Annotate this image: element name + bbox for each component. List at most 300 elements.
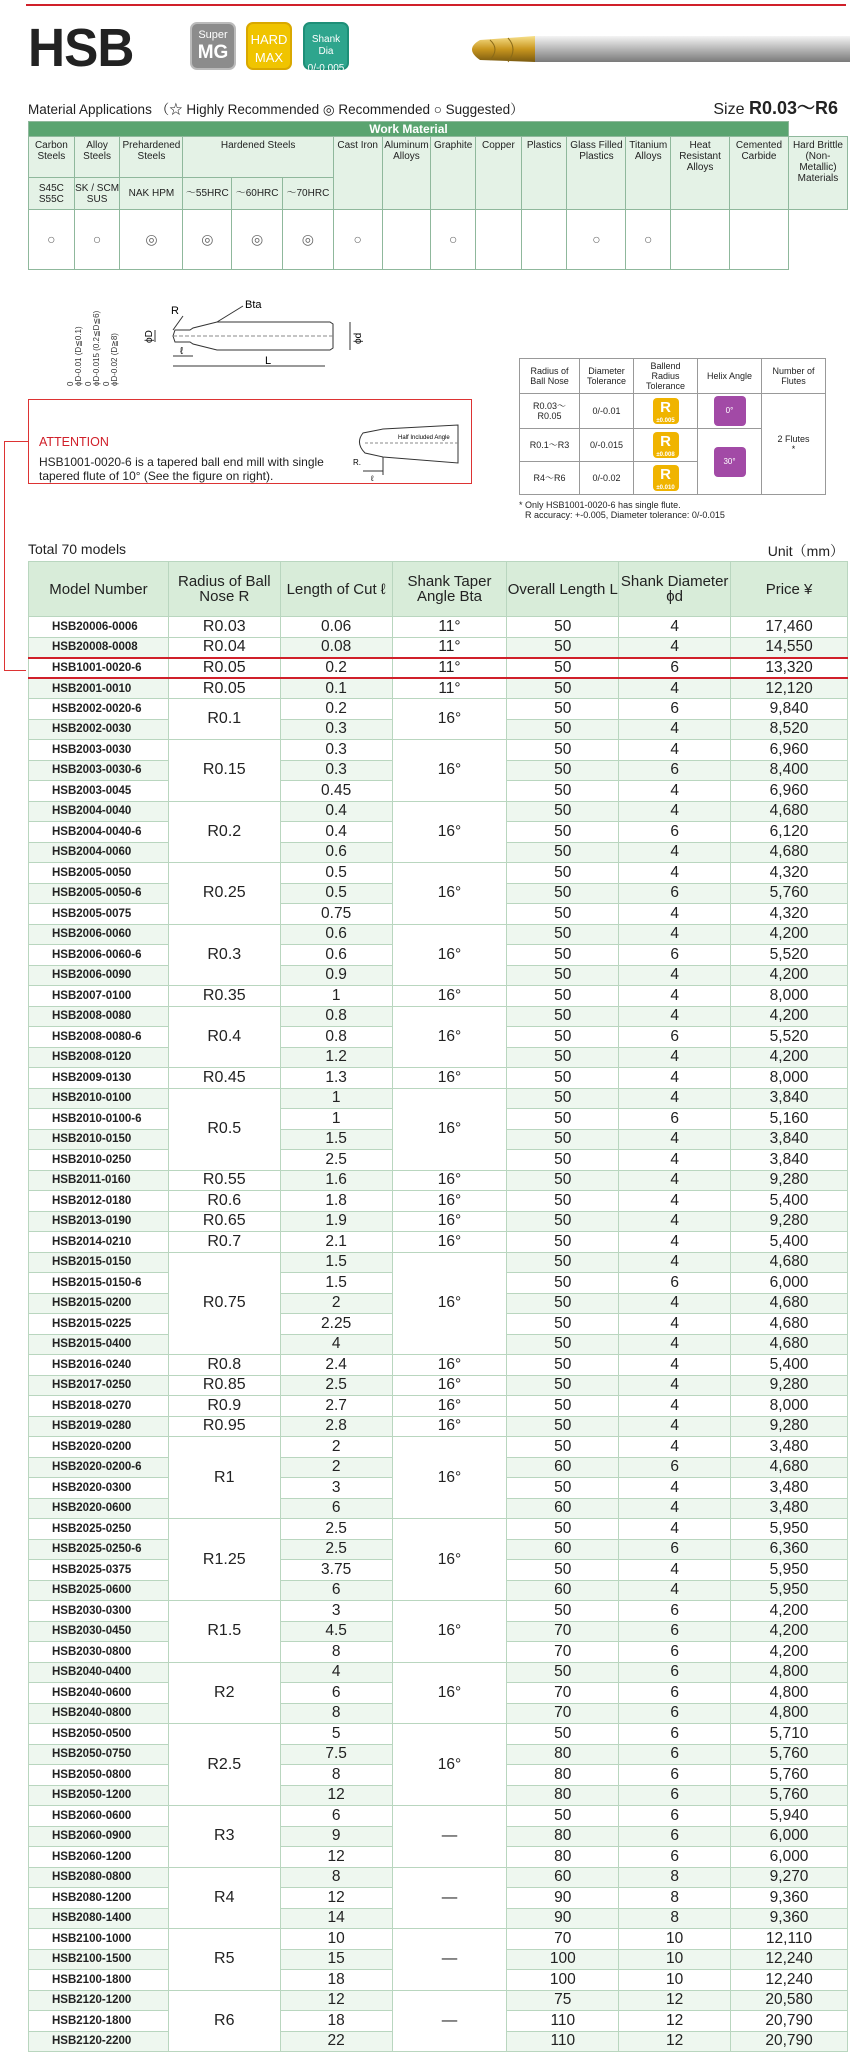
overall-length: 70 [507, 1703, 619, 1724]
shank-diameter: 6 [619, 1847, 731, 1868]
col-copper: Copper [476, 137, 522, 210]
shank-diameter: 4 [619, 1375, 731, 1396]
model-number: HSB2040-0600 [29, 1683, 169, 1704]
model-number: HSB2010-0150 [29, 1129, 169, 1150]
length-of-cut: 0.4 [280, 801, 392, 822]
shank-diameter: 4 [619, 801, 731, 822]
shank-diameter: 4 [619, 1437, 731, 1458]
shank-diameter: 6 [619, 1785, 731, 1806]
product-rows [29, 617, 848, 2052]
taper-angle: 16° [392, 1191, 507, 1212]
badge3-top: Shank Dia [311, 34, 341, 57]
overall-length: 70 [507, 1642, 619, 1663]
overall-length: 50 [507, 1355, 619, 1376]
shank-diameter: 4 [619, 1252, 731, 1273]
badge1-bottom: MG [197, 42, 229, 63]
end-mill-image [460, 32, 850, 66]
table-row [29, 1252, 848, 1273]
length-of-cut: 0.4 [280, 822, 392, 843]
overall-length: 60 [507, 1867, 619, 1888]
shank-diameter: 4 [619, 1068, 731, 1089]
price: 6,000 [731, 1847, 848, 1868]
fig-r-label: R. [353, 458, 361, 467]
shank-diameter: 4 [619, 781, 731, 802]
shank-diameter: 4 [619, 1232, 731, 1253]
shank-diameter: 4 [619, 1478, 731, 1499]
ball-radius: R0.5 [168, 1088, 280, 1170]
overall-length: 80 [507, 1826, 619, 1847]
price: 6,360 [731, 1539, 848, 1560]
price: 4,680 [731, 1293, 848, 1314]
callout-line-v [4, 441, 5, 670]
spec-radius-1: R0.1～R3 [520, 429, 580, 462]
taper-angle: 16° [392, 1211, 507, 1232]
price: 8,000 [731, 1396, 848, 1417]
model-number: HSB2025-0250 [29, 1519, 169, 1540]
series-title: HSB [28, 18, 134, 78]
model-number: HSB2008-0120 [29, 1047, 169, 1068]
overall-length: 50 [507, 760, 619, 781]
length-of-cut: 1.6 [280, 1170, 392, 1191]
length-of-cut: 12 [280, 1785, 392, 1806]
shank-diameter: 4 [619, 1170, 731, 1191]
sub-s45c: S45C S55C [29, 178, 75, 210]
ball-radius: R0.05 [168, 678, 280, 699]
label-l: L [265, 355, 272, 367]
shank-diameter: 4 [619, 1191, 731, 1212]
size-label: Size [713, 101, 745, 118]
spec-tol-1: 0/-0.015 [580, 429, 634, 462]
model-number: HSB2006-0090 [29, 965, 169, 986]
length-of-cut: 0.06 [280, 617, 392, 638]
overall-length: 50 [507, 1170, 619, 1191]
ball-radius: R5 [168, 1929, 280, 1991]
price: 12,110 [731, 1929, 848, 1950]
price: 6,120 [731, 822, 848, 843]
shank-diameter: 6 [619, 1806, 731, 1827]
price: 4,200 [731, 1601, 848, 1622]
length-of-cut: 8 [280, 1765, 392, 1786]
model-number: HSB2006-0060-6 [29, 945, 169, 966]
spec-h-flutes: Number of Flutes [762, 359, 826, 394]
table-row [29, 637, 848, 658]
taper-angle: 16° [392, 1416, 507, 1437]
overall-length: 80 [507, 1765, 619, 1786]
taper-angle: 11° [392, 678, 507, 699]
model-number: HSB2120-1200 [29, 1990, 169, 2011]
suitability-cell [476, 210, 522, 270]
shank-diameter: 6 [619, 1601, 731, 1622]
price: 6,000 [731, 1273, 848, 1294]
suitability-cell: ◎ [283, 210, 334, 270]
shank-diameter: 6 [619, 658, 731, 679]
price: 6,960 [731, 740, 848, 761]
table-row [29, 1806, 848, 1827]
overall-length: 50 [507, 965, 619, 986]
model-number: HSB2010-0100-6 [29, 1109, 169, 1130]
length-of-cut: 8 [280, 1703, 392, 1724]
length-of-cut: 2.8 [280, 1416, 392, 1437]
overall-length: 50 [507, 1047, 619, 1068]
model-number: HSB2007-0100 [29, 986, 169, 1007]
spec-h-helix: Helix Angle [698, 359, 762, 394]
hdr-model: Model Number [29, 562, 169, 617]
length-of-cut: 0.5 [280, 863, 392, 884]
model-number: HSB2020-0300 [29, 1478, 169, 1499]
price: 14,550 [731, 637, 848, 658]
model-number: HSB2013-0190 [29, 1211, 169, 1232]
attention-box [28, 399, 472, 484]
length-of-cut: 6 [280, 1580, 392, 1601]
shank-diameter: 6 [619, 1621, 731, 1642]
price: 9,360 [731, 1908, 848, 1929]
shank-diameter: 4 [619, 637, 731, 658]
taper-angle: 11° [392, 637, 507, 658]
table-row [29, 1355, 848, 1376]
price: 4,800 [731, 1703, 848, 1724]
ball-radius: R0.75 [168, 1252, 280, 1355]
ball-radius: R1 [168, 1437, 280, 1519]
helix-30-badge: 30° [698, 429, 762, 495]
model-number: HSB2120-2200 [29, 2031, 169, 2052]
length-of-cut: 7.5 [280, 1744, 392, 1765]
ball-radius: R0.6 [168, 1191, 280, 1212]
taper-angle: 16° [392, 1355, 507, 1376]
length-of-cut: 9 [280, 1826, 392, 1847]
price: 4,680 [731, 1314, 848, 1335]
length-of-cut: 0.8 [280, 1006, 392, 1027]
overall-length: 90 [507, 1888, 619, 1909]
price: 4,680 [731, 842, 848, 863]
table-row [29, 1929, 848, 1950]
table-row [29, 658, 848, 679]
hard-max-badge [246, 22, 292, 70]
overall-length: 50 [507, 904, 619, 925]
length-of-cut: 22 [280, 2031, 392, 2052]
price: 9,280 [731, 1416, 848, 1437]
price: 20,580 [731, 1990, 848, 2011]
overall-length: 50 [507, 1191, 619, 1212]
hdr-shank: Shank Diameter ϕd [619, 562, 731, 617]
tol-1: ϕD-0.01 (D≦0.1) [74, 326, 83, 386]
table-row [29, 1519, 848, 1540]
shank-diameter: 6 [619, 1683, 731, 1704]
overall-length: 60 [507, 1580, 619, 1601]
overall-length: 50 [507, 863, 619, 884]
shank-diameter: 8 [619, 1867, 731, 1888]
price: 3,840 [731, 1129, 848, 1150]
model-number: HSB2012-0180 [29, 1191, 169, 1212]
suitability-cell: ○ [567, 210, 626, 270]
length-of-cut: 10 [280, 1929, 392, 1950]
price: 4,680 [731, 801, 848, 822]
callout-line-h1 [4, 441, 28, 442]
sub-sk-scm: SK / SCM SUS [74, 178, 120, 210]
suitability-cell [521, 210, 567, 270]
length-of-cut: 1 [280, 1109, 392, 1130]
col-hard-brittle: Hard Brittle (Non-Metallic) Materials [788, 137, 847, 210]
suitability-cell [730, 210, 789, 270]
taper-angle: 16° [392, 699, 507, 740]
price: 5,950 [731, 1580, 848, 1601]
overall-length: 50 [507, 1560, 619, 1581]
length-of-cut: 15 [280, 1949, 392, 1970]
r-tol-badge-1: R ±0.008 [634, 429, 698, 462]
ball-radius: R0.7 [168, 1232, 280, 1253]
model-number: HSB2016-0240 [29, 1355, 169, 1376]
shank-diameter: 4 [619, 719, 731, 740]
ball-radius: R1.25 [168, 1519, 280, 1601]
price: 9,840 [731, 699, 848, 720]
price: 20,790 [731, 2031, 848, 2052]
shank-diameter: 4 [619, 904, 731, 925]
helix-0-badge: 0° [698, 394, 762, 429]
price: 4,320 [731, 863, 848, 884]
price: 4,200 [731, 1642, 848, 1663]
length-of-cut: 1.5 [280, 1252, 392, 1273]
length-of-cut: 4 [280, 1334, 392, 1355]
taper-angle: 16° [392, 1088, 507, 1170]
shank-diameter: 4 [619, 1416, 731, 1437]
tol-5: ϕD-0.02 (D≧8) [110, 333, 119, 386]
model-number: HSB2008-0080-6 [29, 1027, 169, 1048]
overall-length: 110 [507, 2031, 619, 2052]
ball-radius: R0.65 [168, 1211, 280, 1232]
spec-flutes: 2 Flutes * [762, 394, 826, 495]
length-of-cut: 1.5 [280, 1129, 392, 1150]
spec-h-radius: Radius of Ball Nose [520, 359, 580, 394]
taper-angle: 16° [392, 1068, 507, 1089]
shank-diameter: 4 [619, 617, 731, 638]
size-range [713, 94, 838, 120]
table-row [29, 1088, 848, 1109]
model-number: HSB2019-0280 [29, 1416, 169, 1437]
length-of-cut: 4 [280, 1662, 392, 1683]
table-row [29, 1375, 848, 1396]
table-row [29, 740, 848, 761]
overall-length: 80 [507, 1847, 619, 1868]
shank-diameter: 4 [619, 924, 731, 945]
sub-70hrc: ～70HRC [283, 178, 334, 210]
length-of-cut: 12 [280, 1847, 392, 1868]
hdr-price: Price ¥ [731, 562, 848, 617]
ball-radius: R0.85 [168, 1375, 280, 1396]
model-number: HSB2030-0800 [29, 1642, 169, 1663]
model-number: HSB2025-0600 [29, 1580, 169, 1601]
overall-length: 50 [507, 719, 619, 740]
model-number: HSB2002-0030 [29, 719, 169, 740]
price: 5,940 [731, 1806, 848, 1827]
model-number: HSB2050-0500 [29, 1724, 169, 1745]
model-number: HSB2005-0050-6 [29, 883, 169, 904]
model-number: HSB2050-1200 [29, 1785, 169, 1806]
model-number: HSB2050-0800 [29, 1765, 169, 1786]
overall-length: 50 [507, 699, 619, 720]
shank-diameter: 8 [619, 1908, 731, 1929]
col-aluminum-alloys: Aluminum Alloys [382, 137, 431, 210]
length-of-cut: 1.3 [280, 1068, 392, 1089]
shank-diameter: 6 [619, 1539, 731, 1560]
attention-title: ATTENTION [39, 435, 109, 449]
length-of-cut: 3 [280, 1478, 392, 1499]
model-number: HSB2003-0030-6 [29, 760, 169, 781]
shank-diameter: 12 [619, 2011, 731, 2032]
table-row [29, 1416, 848, 1437]
shank-diameter: 4 [619, 1211, 731, 1232]
overall-length: 75 [507, 1990, 619, 2011]
taper-angle: — [392, 1806, 507, 1868]
table-row [29, 1191, 848, 1212]
length-of-cut: 0.2 [280, 699, 392, 720]
model-number: HSB2008-0080 [29, 1006, 169, 1027]
model-number: HSB2009-0130 [29, 1068, 169, 1089]
overall-length: 50 [507, 1088, 619, 1109]
overall-length: 50 [507, 1806, 619, 1827]
taper-angle: 16° [392, 1396, 507, 1417]
shank-diameter: 10 [619, 1949, 731, 1970]
length-of-cut: 3 [280, 1601, 392, 1622]
length-of-cut: 2.4 [280, 1355, 392, 1376]
table-row [29, 801, 848, 822]
shank-diameter: 6 [619, 1826, 731, 1847]
col-cast-iron: Cast Iron [333, 137, 382, 210]
ball-radius: R0.95 [168, 1416, 280, 1437]
price: 4,680 [731, 1252, 848, 1273]
price: 5,400 [731, 1355, 848, 1376]
price: 4,680 [731, 1334, 848, 1355]
overall-length: 50 [507, 1273, 619, 1294]
overall-length: 70 [507, 1929, 619, 1950]
price: 4,200 [731, 1006, 848, 1027]
taper-angle: 11° [392, 658, 507, 679]
price: 9,280 [731, 1211, 848, 1232]
price: 4,200 [731, 1047, 848, 1068]
overall-length: 100 [507, 1949, 619, 1970]
model-number: HSB2060-0600 [29, 1806, 169, 1827]
suitability-cell: ○ [29, 210, 75, 270]
suitability-row [29, 210, 848, 270]
table-row [29, 1867, 848, 1888]
overall-length: 50 [507, 1109, 619, 1130]
col-titanium-alloys: Titanium Alloys [626, 137, 671, 210]
length-of-cut: 1.2 [280, 1047, 392, 1068]
table-row [29, 678, 848, 699]
model-number: HSB2004-0040-6 [29, 822, 169, 843]
shank-diameter: 6 [619, 1724, 731, 1745]
overall-length: 50 [507, 1129, 619, 1150]
ball-radius: R4 [168, 1867, 280, 1929]
shank-diameter: 4 [619, 1006, 731, 1027]
overall-length: 50 [507, 924, 619, 945]
model-number: HSB2040-0400 [29, 1662, 169, 1683]
overall-length: 50 [507, 1724, 619, 1745]
overall-length: 110 [507, 2011, 619, 2032]
shank-diameter: 6 [619, 1273, 731, 1294]
model-number: HSB2010-0250 [29, 1150, 169, 1171]
shank-diameter: 12 [619, 1990, 731, 2011]
overall-length: 80 [507, 1744, 619, 1765]
shank-diameter: 6 [619, 945, 731, 966]
taper-figure [353, 405, 463, 481]
label-r: R [171, 305, 179, 317]
model-number: HSB2020-0200-6 [29, 1457, 169, 1478]
price: 20,790 [731, 2011, 848, 2032]
price: 5,760 [731, 1765, 848, 1786]
model-number: HSB2080-1400 [29, 1908, 169, 1929]
hdr-taper: Shank Taper Angle Bta [392, 562, 507, 617]
tol-0: 0 [66, 381, 75, 386]
top-rule [26, 4, 846, 6]
price: 6,000 [731, 1826, 848, 1847]
model-number: HSB2002-0020-6 [29, 699, 169, 720]
ball-radius: R0.55 [168, 1170, 280, 1191]
table-row [29, 1601, 848, 1622]
unit-label: Unit（mm） [767, 543, 844, 559]
overall-length: 50 [507, 781, 619, 802]
shank-diameter: 4 [619, 986, 731, 1007]
model-number: HSB2030-0300 [29, 1601, 169, 1622]
col-heat-resistant-alloys: Heat Resistant Alloys [671, 137, 730, 210]
material-applications-legend: Material Applications （☆ Highly Recommended ◎ Recommended ○ Suggested） [28, 102, 524, 117]
overall-length: 50 [507, 1375, 619, 1396]
length-of-cut: 0.3 [280, 740, 392, 761]
shank-diameter: 4 [619, 1334, 731, 1355]
price: 6,960 [731, 781, 848, 802]
price: 13,320 [731, 658, 848, 679]
overall-length: 100 [507, 1970, 619, 1991]
ball-radius: R0.45 [168, 1068, 280, 1089]
length-of-cut: 0.75 [280, 904, 392, 925]
shank-diameter: 4 [619, 1150, 731, 1171]
length-of-cut: 8 [280, 1642, 392, 1663]
dimension-diagram [65, 278, 385, 388]
price: 5,950 [731, 1519, 848, 1540]
length-of-cut: 0.2 [280, 658, 392, 679]
length-of-cut: 14 [280, 1908, 392, 1929]
model-number: HSB2100-1500 [29, 1949, 169, 1970]
model-number: HSB2025-0375 [29, 1560, 169, 1581]
model-number: HSB2017-0250 [29, 1375, 169, 1396]
spec-table [519, 358, 826, 495]
shank-diameter: 4 [619, 1314, 731, 1335]
badge3-bottom: 0/-0.005 [307, 63, 345, 74]
ball-radius: R0.05 [168, 658, 280, 679]
table-row [29, 1211, 848, 1232]
overall-length: 50 [507, 740, 619, 761]
shank-diameter: 4 [619, 1519, 731, 1540]
length-of-cut: 2.1 [280, 1232, 392, 1253]
price: 5,400 [731, 1232, 848, 1253]
length-of-cut: 1 [280, 1088, 392, 1109]
shank-diameter: 4 [619, 1355, 731, 1376]
overall-length: 50 [507, 1211, 619, 1232]
tol-3: ϕD-0.015 (0.2≦D≦6) [92, 310, 101, 386]
taper-angle: 16° [392, 863, 507, 925]
shank-diameter: 4 [619, 1293, 731, 1314]
callout-line-h2 [4, 670, 26, 671]
price: 5,760 [731, 1785, 848, 1806]
ball-radius: R6 [168, 1990, 280, 2052]
model-number: HSB2003-0045 [29, 781, 169, 802]
spec-tol-0: 0/-0.01 [580, 394, 634, 429]
ball-radius: R0.4 [168, 1006, 280, 1068]
suitability-cell [382, 210, 431, 270]
taper-angle: 16° [392, 1519, 507, 1601]
ball-radius: R0.25 [168, 863, 280, 925]
spec-note-2: R accuracy: +-0.005, Diameter tolerance: 0/-0.015 [525, 510, 725, 520]
shank-diameter: 4 [619, 1560, 731, 1581]
overall-length: 50 [507, 1601, 619, 1622]
